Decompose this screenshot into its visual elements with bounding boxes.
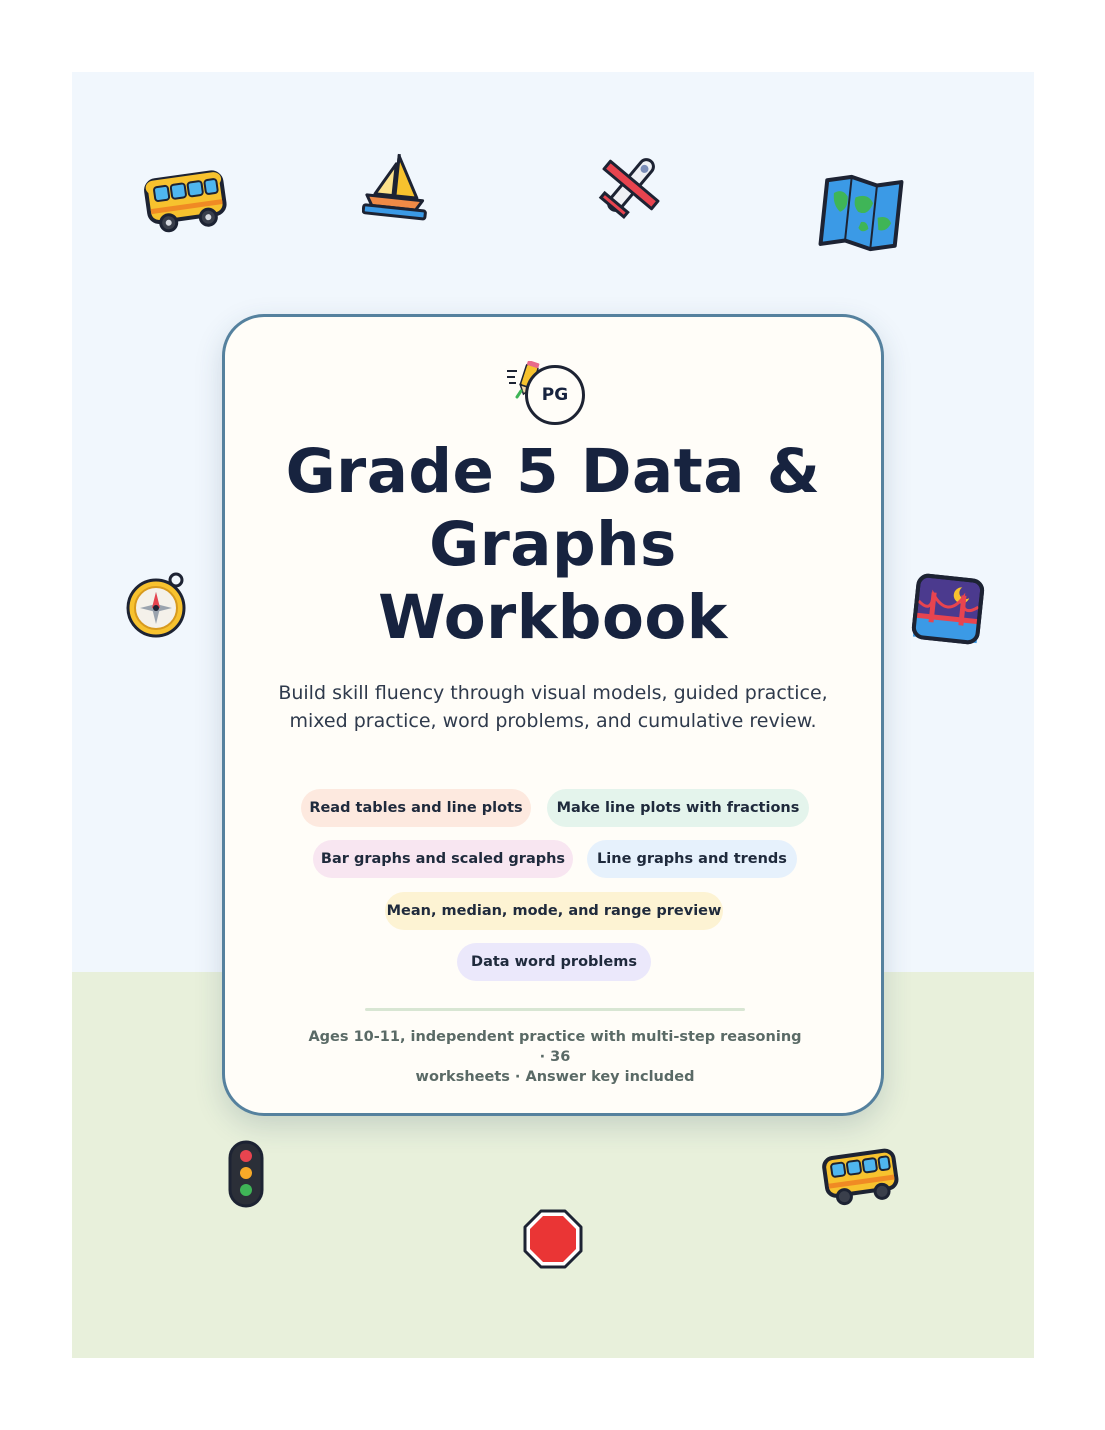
stop-sign-icon (522, 1208, 584, 1270)
cover-card (222, 314, 884, 1116)
sailboat-icon (362, 150, 432, 222)
topic-chip: Read tables and line plots (301, 789, 531, 827)
airplane-icon (594, 150, 668, 220)
title-line: Grade 5 Data & (285, 436, 821, 507)
compass-icon (124, 570, 190, 642)
topic-chip: Bar graphs and scaled graphs (313, 840, 573, 878)
topic-chip: Mean, median, mode, and range preview (385, 892, 723, 930)
topic-chip: Make line plots with fractions (547, 789, 809, 827)
topic-chip: Data word problems (457, 943, 651, 981)
brand-initials: PG (541, 385, 569, 405)
bridge-at-night-icon (910, 572, 986, 646)
bus-icon (822, 1146, 902, 1210)
topic-chip: Line graphs and trends (587, 840, 797, 878)
title-line: Workbook (378, 582, 728, 653)
details-line: worksheets · Answer key included (415, 1069, 695, 1085)
divider (365, 1008, 745, 1011)
workbook-title (245, 435, 861, 654)
workbook-details (305, 1027, 805, 1087)
workbook-description: Build skill fluency through visual models, guided practice, mixed practice, word problems, and cumulative review. (278, 682, 828, 732)
title-line: Graphs (429, 509, 677, 580)
details-line: Ages 10-11, independent practice with multi-step reasoning · 36 (308, 1029, 802, 1065)
bus-icon (142, 166, 232, 238)
brand-badge-circle (525, 365, 585, 425)
world-map-icon (818, 172, 904, 254)
traffic-light-icon (226, 1140, 266, 1210)
